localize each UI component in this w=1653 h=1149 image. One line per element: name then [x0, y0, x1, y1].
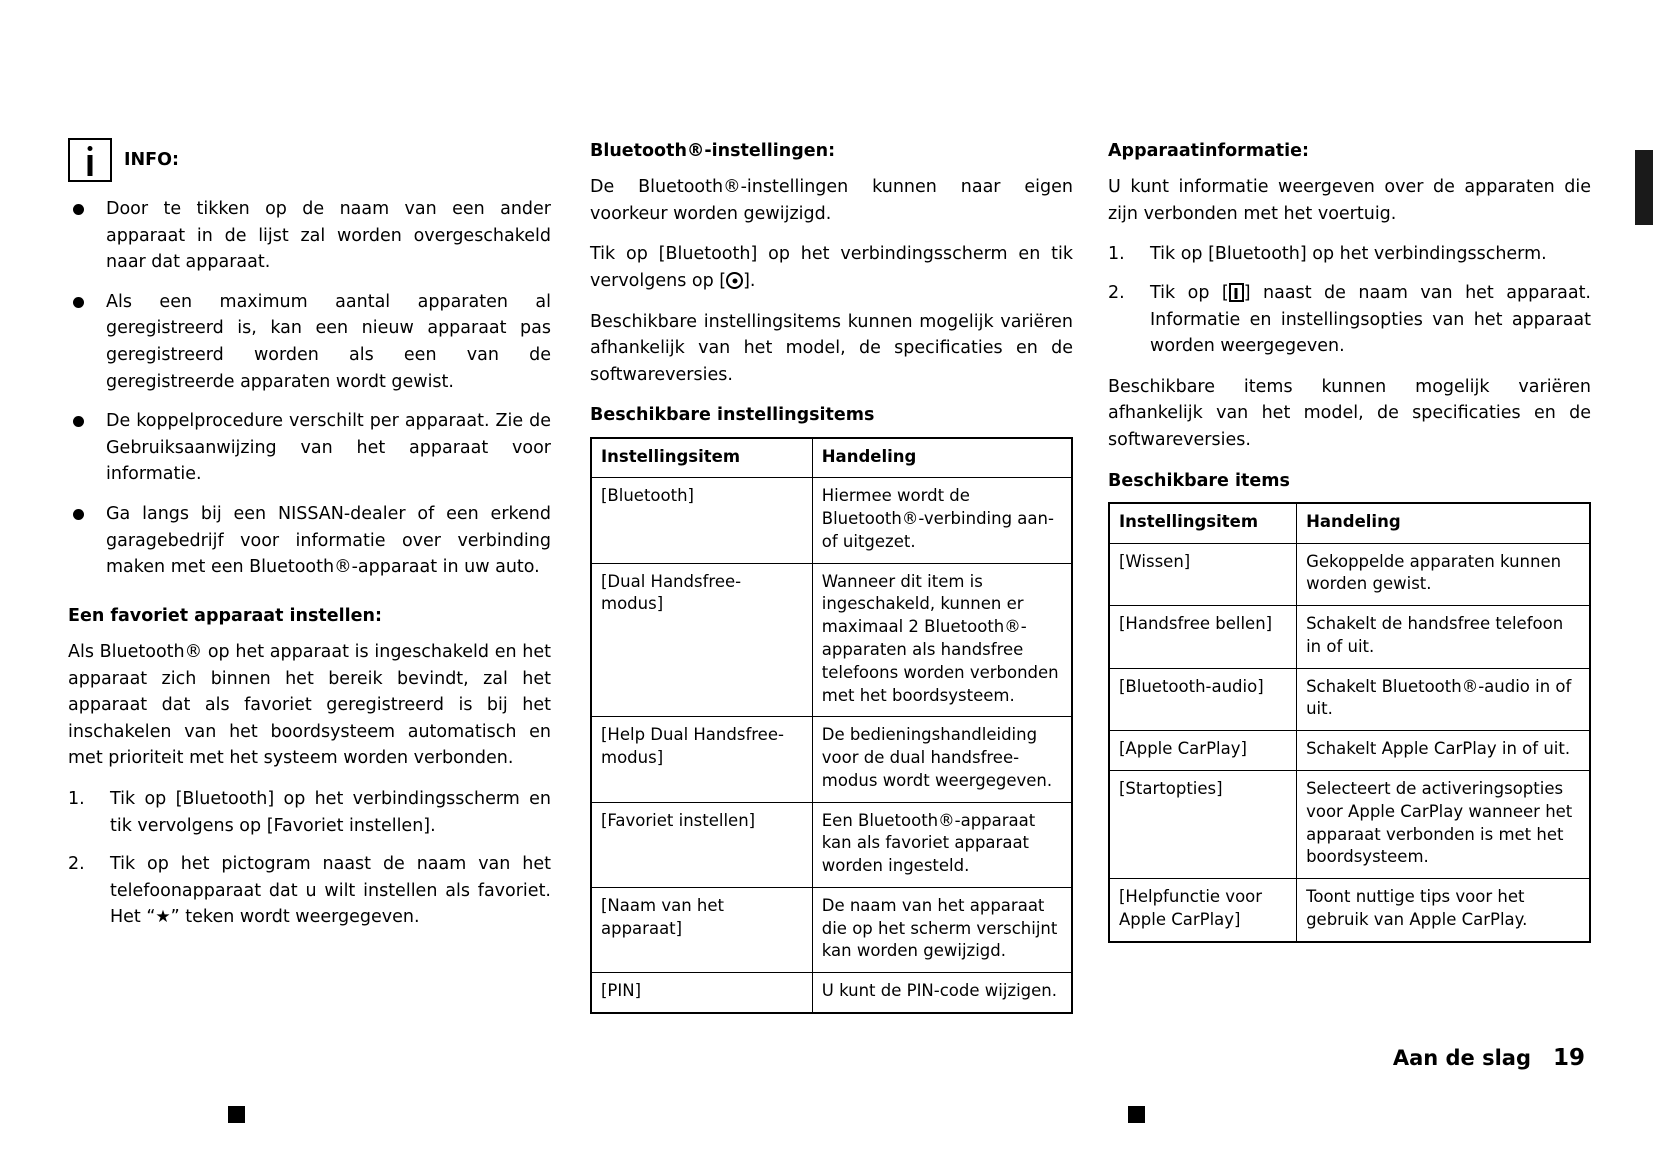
table-cell-item: [Wissen] [1109, 543, 1297, 606]
favorite-paragraph: Als Bluetooth® op het apparaat is ingeschakeld en het apparaat zich binnen het bereik bevindt, zal het apparaat dat als favoriet geregistreerd is bij het inschakelen van het boordsysteem automatisch en met prioriteit met het systeem worden verbonden. [68, 641, 551, 769]
list-item: Tik op [Bluetooth] op het verbindingsscherm. [1150, 244, 1547, 265]
table-cell-item: [Favoriet instellen] [591, 802, 812, 887]
settings-items-table [590, 437, 1073, 1014]
list-item: Als een maximum aantal apparaten al geregistreerd is, kan een nieuw apparaat pas geregistreerd worden als een van de geregistreerde apparaten wordt gewist. [68, 289, 551, 395]
table-row [591, 478, 1072, 563]
table-row [1109, 770, 1590, 878]
table-row [591, 802, 1072, 887]
table-row [1109, 543, 1590, 606]
table-row [591, 563, 1072, 717]
page-footer [1393, 1045, 1585, 1071]
table-cell-action: De bedieningshandleiding voor de dual handsfree-modus wordt weergegeven. [812, 717, 1072, 802]
table-cell-action: Schakelt Bluetooth®-audio in of uit. [1297, 668, 1590, 731]
device-info-icon [1229, 283, 1244, 302]
crop-mark-left [228, 1106, 245, 1123]
available-items-heading: Beschikbare items [1108, 470, 1290, 491]
footer-chapter-title: Aan de slag [1392, 1046, 1531, 1070]
settings-table-heading: Beschikbare instellingsitems [590, 405, 875, 426]
table-cell-action: Schakelt de handsfree telefoon in of uit. [1297, 606, 1590, 669]
table-cell-item: [Bluetooth-audio] [1109, 668, 1297, 731]
column-middle [590, 138, 1073, 1014]
table-cell-item: [Handsfree bellen] [1109, 606, 1297, 669]
paragraph-part1: Tik op [Bluetooth] op het verbindingsscherm en tik vervolgens op [ [590, 244, 1073, 292]
step-text-part2: ] naast de naam van het apparaat. Informatie en instellingsopties van het apparaat worden weergegeven. [1150, 283, 1591, 357]
table-cell-action: Een Bluetooth®-apparaat kan als favoriet apparaat worden ingesteld. [812, 802, 1072, 887]
column-header: Handeling [812, 438, 1072, 478]
column-header: Instellingsitem [1109, 503, 1297, 543]
table-row [591, 973, 1072, 1013]
device-info-steps [1108, 241, 1591, 359]
list-item: De koppelprocedure verschilt per apparaat. Zie de Gebruiksaanwijzing van het apparaat voor informatie. [68, 408, 551, 488]
table-row [1109, 731, 1590, 771]
table-row [1109, 668, 1590, 731]
step-text-part2: ” teken wordt weergegeven. [170, 907, 420, 928]
table-header-row [1109, 503, 1590, 543]
table-header-row [591, 438, 1072, 478]
table-cell-action: Toont nuttige tips voor het gebruik van Apple CarPlay. [1297, 879, 1590, 942]
crop-mark-right [1128, 1106, 1145, 1123]
table-cell-action: U kunt de PIN-code wijzigen. [812, 973, 1072, 1013]
list-item: Tik op [Bluetooth] op het verbindingsscherm en tik vervolgens op [Favoriet instellen]. [110, 788, 551, 836]
table-cell-item: [Helpfunctie voor Apple CarPlay] [1109, 879, 1297, 942]
table-row [591, 887, 1072, 972]
table-cell-action: Hiermee wordt de Bluetooth®-verbinding aan- of uitgezet. [812, 478, 1072, 563]
table-cell-action: De naam van het apparaat die op het scherm verschijnt kan worden gewijzigd. [812, 887, 1072, 972]
star-icon: ★ [155, 907, 171, 928]
step-text-part1: Tik op [ [1150, 283, 1229, 304]
bluetooth-settings-paragraph-2 [590, 241, 1073, 294]
paragraph-part2: ]. [743, 271, 756, 292]
list-item: Door te tikken op de naam van een ander apparaat in de lijst zal worden overgeschakeld naar dat apparaat. [68, 196, 551, 276]
info-icon [68, 138, 112, 182]
table-cell-item: [Help Dual Handsfree-modus] [591, 717, 812, 802]
table-cell-item: [Naam van het apparaat] [591, 887, 812, 972]
table-row [591, 717, 1072, 802]
device-info-heading: Apparaatinformatie: [1108, 141, 1310, 161]
bluetooth-settings-paragraph-1: De Bluetooth®-instellingen kunnen naar eigen voorkeur worden gewijzigd. [590, 177, 1073, 224]
device-info-paragraph-2: Beschikbare items kunnen mogelijk variëren afhankelijk van het model, de specificaties en de softwareversies. [1108, 376, 1591, 450]
available-items-table [1108, 502, 1591, 943]
table-cell-action: Wanneer dit item is ingeschakeld, kunnen er maximaal 2 Bluetooth®-apparaten als handsfree telefoons worden verbonden met het boordsysteem. [812, 563, 1072, 717]
column-left [68, 138, 551, 945]
table-cell-action: Selecteert de activeringsopties voor Apple CarPlay wanneer het apparaat verbonden is met het boordsysteem. [1297, 770, 1590, 878]
list-item [68, 851, 551, 931]
table-cell-item: [Dual Handsfree-modus] [591, 563, 812, 717]
favorite-section-heading: Een favoriet apparaat instellen: [68, 605, 382, 626]
bluetooth-settings-heading: Bluetooth®-instellingen: [590, 141, 836, 161]
bluetooth-settings-paragraph-3: Beschikbare instellingsitems kunnen mogelijk variëren afhankelijk van het model, de specificaties en de softwareversies. [590, 311, 1073, 385]
device-info-paragraph-1: U kunt informatie weergeven over de apparaten die zijn verbonden met het voertuig. [1108, 177, 1591, 224]
table-cell-item: [PIN] [591, 973, 812, 1013]
step-text-part1: Tik op het pictogram naast de naam van het telefoonapparaat dat u wilt instellen als favoriet. Het “ [110, 854, 551, 928]
info-bullet-list [68, 196, 551, 581]
info-header [68, 138, 551, 182]
table-cell-item: [Startopties] [1109, 770, 1297, 878]
table-cell-action: Gekoppelde apparaten kunnen worden gewist. [1297, 543, 1590, 606]
table-row [1109, 606, 1590, 669]
info-label: INFO: [124, 150, 179, 170]
column-header: Instellingsitem [591, 438, 812, 478]
table-cell-item: [Apple CarPlay] [1109, 731, 1297, 771]
table-cell-item: [Bluetooth] [591, 478, 812, 563]
column-header: Handeling [1297, 503, 1590, 543]
favorite-steps [68, 786, 551, 931]
gear-icon [726, 272, 743, 289]
chapter-edge-tab [1635, 150, 1653, 225]
column-right [1108, 138, 1591, 943]
list-item [1108, 280, 1591, 360]
table-row [1109, 879, 1590, 942]
page-number: 19 [1552, 1045, 1585, 1071]
list-item: Ga langs bij een NISSAN-dealer of een erkend garagebedrijf voor informatie over verbinding maken met een Bluetooth®-apparaat in uw auto. [68, 501, 551, 581]
table-cell-action: Schakelt Apple CarPlay in of uit. [1297, 731, 1590, 771]
